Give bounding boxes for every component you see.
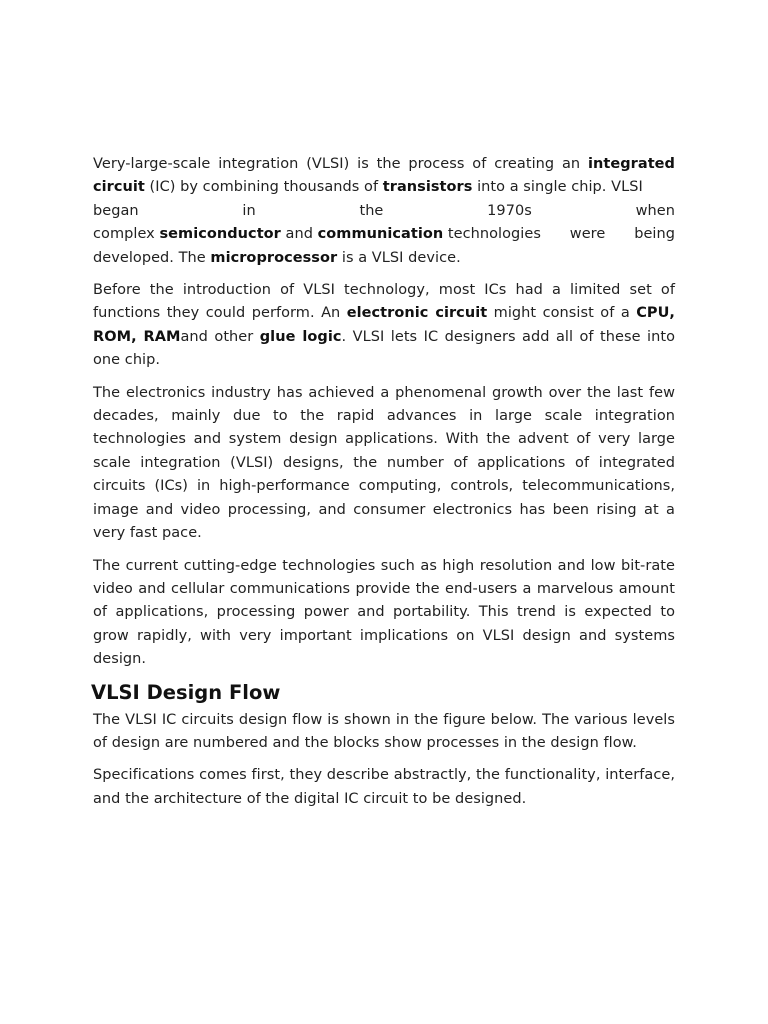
link-microprocessor[interactable]: microprocessor — [210, 249, 338, 266]
text-span: into a single chip. VLSI — [472, 179, 643, 196]
text-span: . VLSI lets IC designers add all of these into one chip. — [93, 328, 675, 369]
paragraph-design-flow-intro: The VLSI IC circuits design flow is shown in the figure below. The various levels of design are numbered and the blocks show processes in the design flow. — [93, 711, 675, 751]
document-body — [93, 153, 675, 820]
link-cpu-rom-ram[interactable]: CPU, ROM, RAM — [93, 305, 675, 345]
link-transistors[interactable]: transistors — [382, 179, 473, 196]
paragraph-vlsi-definition-last-line — [93, 247, 675, 270]
text-span: Before the introduction of VLSI technology, most ICs had a limited set of functions they could perform. An — [93, 282, 675, 322]
text-span: might consist of a — [487, 305, 637, 322]
paragraph-before-vlsi — [93, 279, 675, 373]
text-span: in — [242, 202, 256, 219]
paragraph-cutting-edge: The current cutting-edge technologies such as high resolution and low bit-rate video and cellular communications provide the end-users a marvelous amount of applications, processing power and portability. This trend is expected to grow rapidly, with very important implications on VLSI design and systems design. — [93, 557, 675, 668]
text-span: when — [635, 202, 675, 219]
section-heading: VLSI Design Flow — [91, 680, 281, 704]
text-span: being — [634, 226, 675, 243]
text-span: developed. The — [93, 249, 211, 266]
text-span — [93, 223, 541, 246]
text-span: technologies — [443, 226, 541, 243]
link-integrated-circuit[interactable]: integrated circuit — [93, 156, 675, 196]
text-span: the — [359, 202, 384, 219]
paragraph-vlsi-definition-spread-line — [93, 200, 675, 223]
text-span: and other — [180, 328, 260, 345]
link-electronic-circuit[interactable]: electronic circuit — [346, 305, 488, 322]
text-span: is a VLSI device. — [337, 249, 461, 266]
text-span: complex — [93, 226, 160, 243]
paragraph-vlsi-definition-part1 — [93, 153, 675, 200]
text-span: were — [569, 226, 606, 243]
text-span: (IC) by combining thousands of — [144, 179, 383, 196]
text-span: and — [280, 226, 318, 243]
paragraph-vlsi-definition — [93, 153, 675, 270]
paragraph-vlsi-definition-line4 — [93, 223, 675, 246]
link-semiconductor[interactable]: semiconductor — [159, 226, 281, 243]
link-glue-logic[interactable]: glue logic — [259, 328, 342, 345]
paragraph-specifications: Specifications comes first, they describe abstractly, the functionality, interface, and the architecture of the digital IC circuit to be designed. — [93, 767, 675, 807]
text-span: 1970s — [487, 202, 532, 219]
text-span: began — [93, 202, 139, 219]
text-span: Very-large-scale integration (VLSI) is the process of creating an — [93, 156, 588, 172]
link-communication[interactable]: communication — [317, 226, 444, 243]
paragraph-industry-growth: The electronics industry has achieved a phenomenal growth over the last few decades, mainly due to the rapid advances in large scale integration technologies and system design applications. With the advent of very large scale integration (VLSI) designs, the number of applications of integrated circuits (ICs) in high-performance computing, controls, telecommunications, image and video processing, and consumer electronics has been rising at a very fast pace. — [93, 384, 675, 542]
